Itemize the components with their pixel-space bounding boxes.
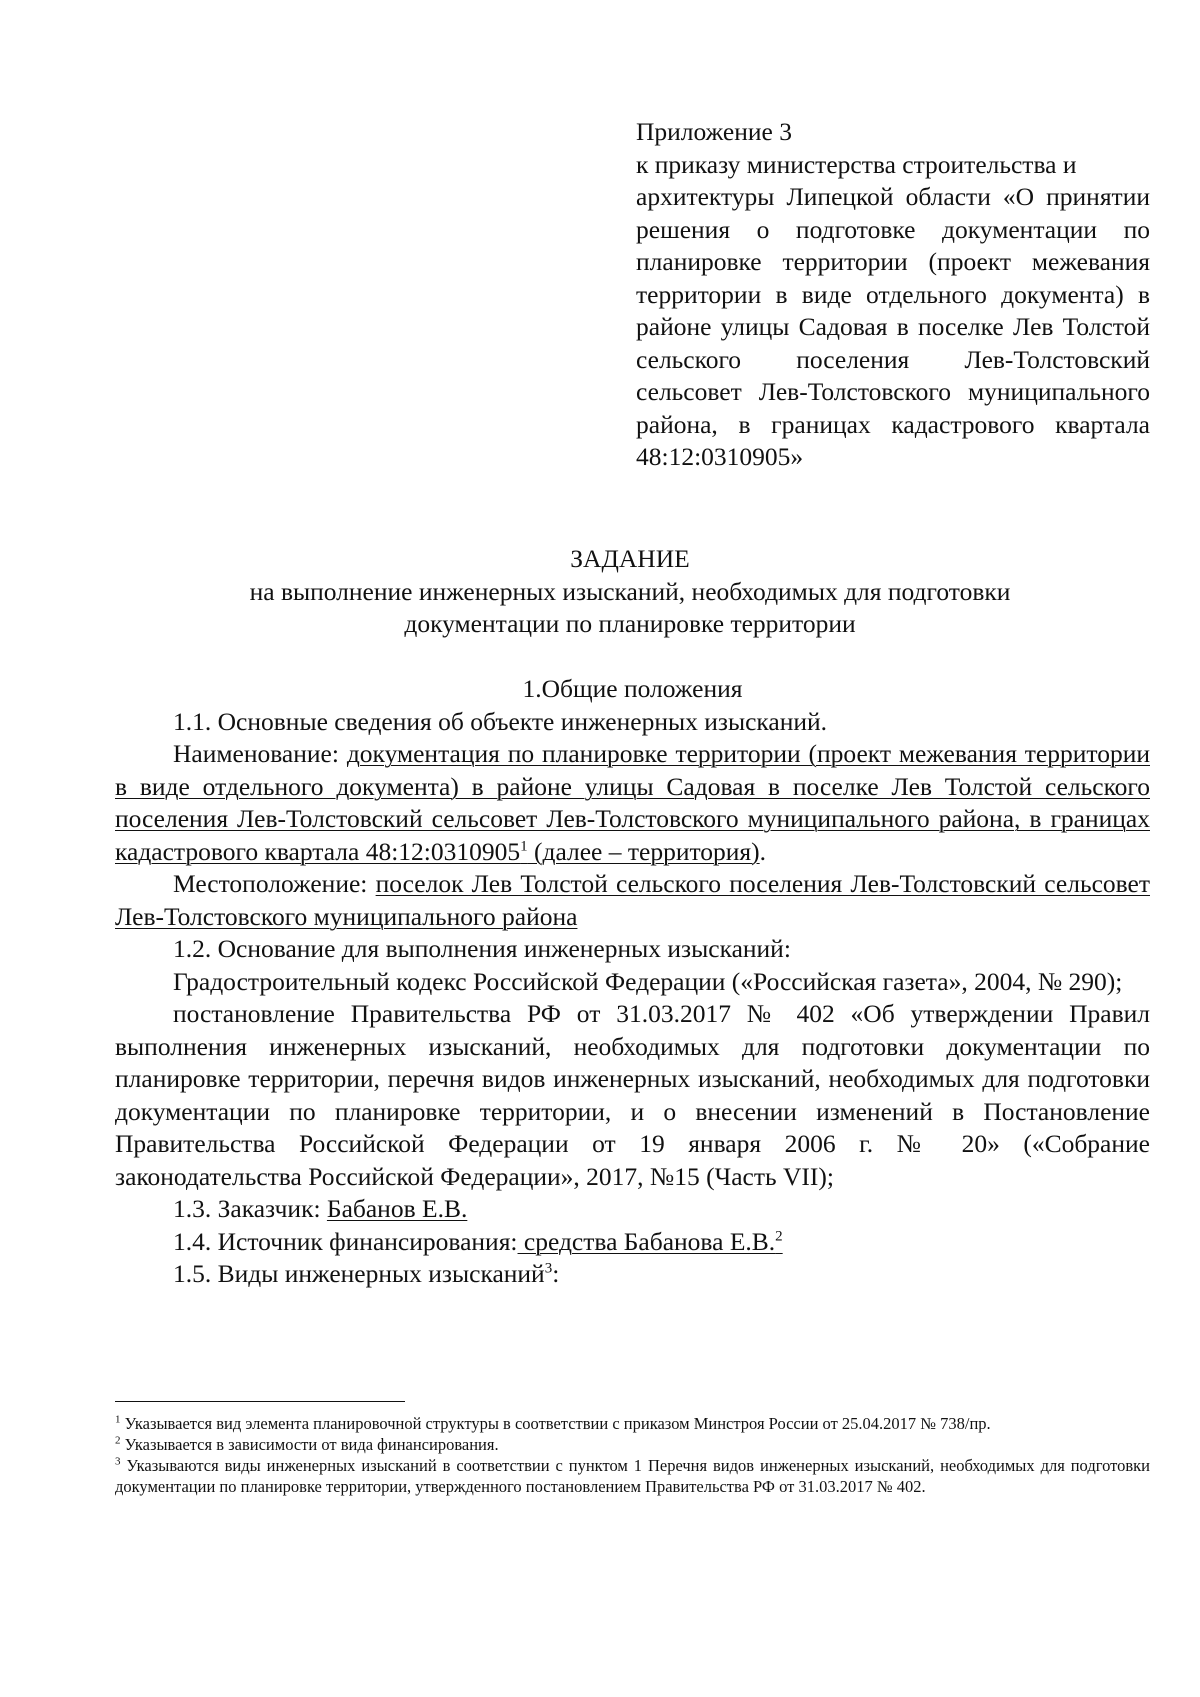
funding-value-text: средства Бабанова Е.В. [517, 1226, 776, 1256]
paragraph-basis-2: постановление Правительства РФ от 31.03.2017 № 402 «Об утверждении Правил выполнения инженерных изысканий, необходимых для подготовки документации по планировке территории, перечня видов инженерных изысканий, необходимых для подготовки документации по планировке территории, и о внесении изменений в Постановление Правительства Российской Федерации от 19 января 2006 г. № 20» («Собрание законодательства Российской Федерации», 2017, №15 (Часть VII); [115, 999, 1150, 1191]
title-subtitle-line1: на выполнение инженерных изысканий, необходимых для подготовки [249, 576, 1011, 606]
name-value-text: документация по планировке территории (проект межевания территории в виде отдельного документа) в районе улицы Садовая в поселке Лев Толстой сельского поселения Лев-Толстовский сельсовет Лев-Толстовского муниципального района, в границах кадастрового квартала 48:12:0310905 [115, 739, 1150, 866]
title-subtitle-line2: документации по планировке территории [404, 609, 856, 638]
footnote-2-mark: 2 [115, 1434, 121, 1447]
location-value: поселок Лев Толстой сельского поселения Лев-Толстовский сельсовет Лев-Толстовского муниципального района [115, 869, 1150, 931]
name-label: Наименование: [173, 739, 347, 768]
funding-value [518, 1227, 783, 1256]
paragraph-1-1: 1.1. Основные сведения об объекте инженерных изысканий. [173, 706, 828, 736]
section-heading: 1.Общие положения [522, 674, 743, 703]
paragraph-1-4 [115, 1226, 1150, 1259]
title-heading: ЗАДАНИЕ [570, 544, 690, 573]
paragraph-name [115, 738, 1150, 868]
paragraph-1-2: 1.2. Основание для выполнения инженерных изысканий: [173, 934, 791, 963]
footnote-ref-2: 2 [775, 1228, 783, 1244]
customer-value: Бабанов Е.В. [326, 1194, 468, 1223]
location-label: Местоположение: [173, 869, 376, 898]
name-end: . [759, 836, 767, 866]
footnote-3-text: Указываются виды инженерных изысканий в соответствии с пунктом 1 Перечня видов инженерных изысканий, необходимых для подготовки документации по планировке территории, утвержденного постановлением Правительства РФ от 31.03.2017 № 402. [115, 1456, 1150, 1496]
appendix-number: Приложение 3 [636, 117, 792, 146]
customer-label: 1.3. Заказчик: [173, 1194, 327, 1223]
appendix-header [636, 116, 1150, 474]
name-tail: (далее – территория) [527, 836, 760, 866]
footnote-ref-1: 1 [520, 838, 528, 854]
survey-types-label: 1.5. Виды инженерных изысканий [173, 1259, 545, 1288]
footnote-3-mark: 3 [115, 1455, 121, 1468]
appendix-order-line: к приказу министерства строительства и [636, 149, 1077, 179]
footnote-1-text: Указывается вид элемента планировочной структуры в соответствии с приказом Минстроя России от 25.04.2017 № 738/пр. [120, 1414, 991, 1433]
footnote-1 [115, 1413, 1150, 1434]
footnotes [115, 1413, 1150, 1497]
footnote-3 [115, 1455, 1150, 1497]
appendix-order-title: архитектуры Липецкой области «О принятии решения о подготовке документации по планировке территории (проект межевания территории в виде отдельного документа) в районе улицы Садовая в поселке Лев Толстой сельского поселения Лев-Толстовский сельсовет Лев-Толстовского муниципального района, в границах кадастрового квартала 48:12:0310905» [636, 182, 1150, 471]
main-body [115, 673, 1150, 1291]
funding-label: 1.4. Источник финансирования: [173, 1226, 518, 1256]
footnote-2-text: Указывается в зависимости от вида финансирования. [120, 1435, 499, 1454]
document-title [110, 543, 1150, 641]
footnote-1-mark: 1 [115, 1413, 121, 1426]
paragraph-location [115, 868, 1150, 933]
footnote-2 [115, 1434, 1150, 1455]
paragraph-1-5 [115, 1258, 1150, 1291]
paragraph-basis-1: Градостроительный кодекс Российской Федерации («Российская газета», 2004, № 290); [173, 966, 1123, 996]
survey-types-end: : [552, 1259, 560, 1288]
paragraph-1-3 [115, 1193, 1150, 1226]
footnote-ref-3: 3 [544, 1260, 553, 1277]
footnote-separator [115, 1401, 405, 1402]
